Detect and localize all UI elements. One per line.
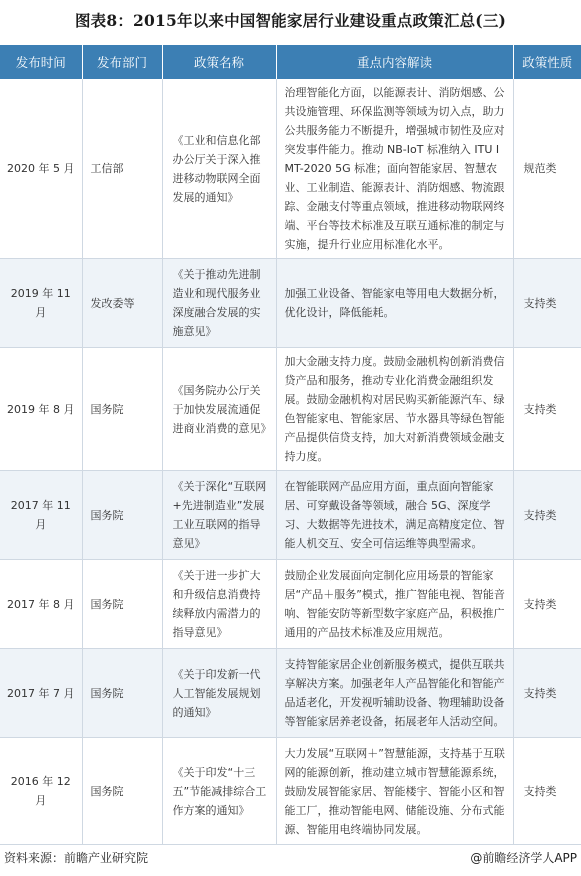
cell-policy: 《关于推动先进制造业和现代服务业深度融合发展的实施意见》	[162, 259, 276, 348]
cell-policy: 《关于印发“十三五”节能减排综合工作方案的通知》	[162, 738, 276, 845]
cell-department: 国务院	[82, 649, 162, 738]
cell-date: 2017 年 7 月	[0, 649, 82, 738]
table-row	[0, 560, 581, 649]
table-row	[0, 259, 581, 348]
table-row	[0, 738, 581, 845]
cell-policy: 《国务院办公厅关于加快发展流通促进商业消费的意见》	[162, 348, 276, 471]
footer	[0, 843, 581, 876]
cell-type: 规范类	[513, 79, 581, 259]
header-policy: 政策名称	[162, 45, 276, 79]
table-row	[0, 348, 581, 471]
cell-date: 2020 年 5 月	[0, 79, 82, 259]
table-row	[0, 649, 581, 738]
cell-content: 加大金融支持力度。鼓励金融机构创新消费信贷产品和服务，推动专业化消费金融组织发展。鼓励金融机构对居民购买新能源汽车、绿色智能家电、智能家居、节水器具等绿色智能产品提供信贷支持，加大对新消费领域金融支持力度。	[276, 348, 513, 471]
table-header-row	[0, 45, 581, 79]
cell-content: 支持智能家居企业创新服务模式，提供互联共享解决方案。加强老年人产品智能化和智能产品适老化，开发视听辅助设备、物理辅助设备等智能家居养老设备，拓展老年人活动空间。	[276, 649, 513, 738]
cell-date: 2019 年 11 月	[0, 259, 82, 348]
cell-type: 支持类	[513, 348, 581, 471]
cell-department: 工信部	[82, 79, 162, 259]
header-type: 政策性质	[513, 45, 581, 79]
cell-type: 支持类	[513, 471, 581, 560]
cell-content: 大力发展“互联网＋”智慧能源，支持基于互联网的能源创新，推动建立城市智慧能源系统，鼓励发展智能家居、智能楼宇、智能小区和智能工厂，推动智能电网、储能设施、分布式能源、智能用电终端协同发展。	[276, 738, 513, 845]
cell-policy: 《关于进一步扩大和升级信息消费持续释放内需潜力的指导意见》	[162, 560, 276, 649]
cell-department: 发改委等	[82, 259, 162, 348]
cell-type: 支持类	[513, 738, 581, 845]
policy-table	[0, 45, 581, 845]
cell-department: 国务院	[82, 738, 162, 845]
cell-department: 国务院	[82, 471, 162, 560]
cell-date: 2016 年 12 月	[0, 738, 82, 845]
header-date: 发布时间	[0, 45, 82, 79]
source-note: 资料来源：前瞻产业研究院	[4, 851, 149, 865]
cell-date: 2017 年 8 月	[0, 560, 82, 649]
header-department: 发布部门	[82, 45, 162, 79]
brand-credit: @前瞻经济学人APP	[470, 851, 577, 865]
cell-type: 支持类	[513, 259, 581, 348]
cell-department: 国务院	[82, 560, 162, 649]
cell-type: 支持类	[513, 560, 581, 649]
cell-policy: 《关于深化“互联网+先进制造业”发展工业互联网的指导意见》	[162, 471, 276, 560]
cell-department: 国务院	[82, 348, 162, 471]
table-row	[0, 471, 581, 560]
page-title: 图表8：2015年以来中国智能家居行业建设重点政策汇总(三)	[74, 11, 507, 30]
header-content: 重点内容解读	[276, 45, 513, 79]
cell-content: 在智能联网产品应用方面，重点面向智能家居、可穿戴设备等领域，融合 5G、深度学习、大数据等先进技术，满足高精度定位、智能人机交互、安全可信运维等典型需求。	[276, 471, 513, 560]
table-row	[0, 79, 581, 259]
cell-date: 2017 年 11 月	[0, 471, 82, 560]
cell-policy: 《关于印发新一代人工智能发展规划的通知》	[162, 649, 276, 738]
cell-content: 鼓励企业发展面向定制化应用场景的智能家居“产品＋服务”模式，推广智能电视、智能音响、智能安防等新型数字家庭产品，积极推广通用的产品技术标准及应用规范。	[276, 560, 513, 649]
cell-content: 治理智能化方面，以能源表计、消防烟感、公共设施管理、环保监测等领域为切入点，助力公共服务能力不断提升，增强城市韧性及应对突发事件能力。推动 NB-IoT 标准纳入 ITU IMT-2020 5G 标准；面向智能家居、智慧农业、工业制造、能源表计、消防烟感、物流跟踪、金融支付等重点领域，推进移动物联网终端、平台等技术标准及互联互通标准的制定与实施，提升行业应用标准化水平。	[276, 79, 513, 259]
cell-type: 支持类	[513, 649, 581, 738]
cell-content: 加强工业设备、智能家电等用电大数据分析，优化设计，降低能耗。	[276, 259, 513, 348]
cell-date: 2019 年 8 月	[0, 348, 82, 471]
cell-policy: 《工业和信息化部办公厅关于深入推进移动物联网全面发展的通知》	[162, 79, 276, 259]
